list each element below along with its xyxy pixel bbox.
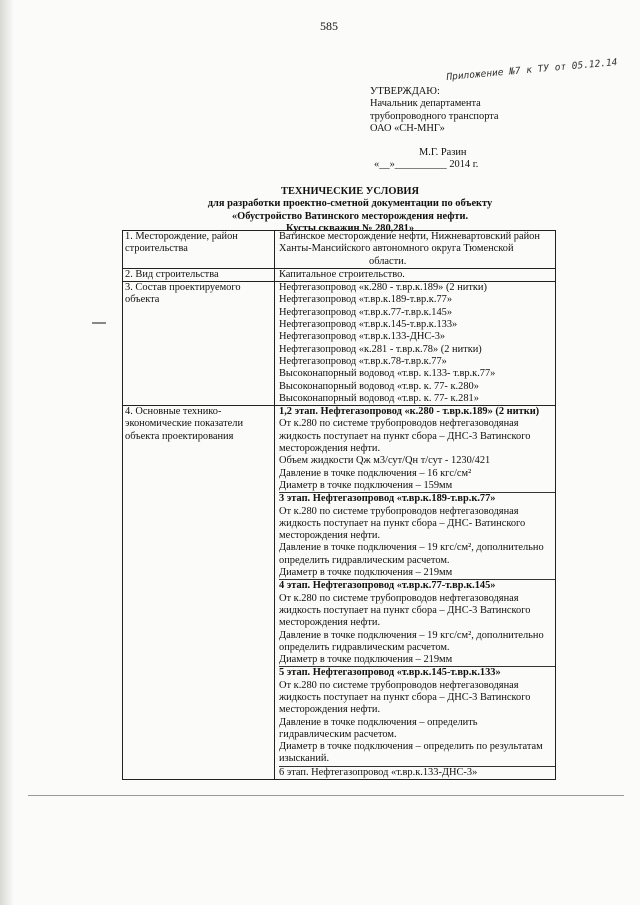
- stage-line: От к.280 по системе трубопроводов нефтегазоводяная: [279, 505, 519, 517]
- stage-line: жидкость поступает на пункт сбора – ДНС-3 Ватинского: [279, 691, 531, 703]
- value-line: Капитальное строительство.: [279, 268, 405, 280]
- row-value: [275, 231, 556, 269]
- value-line: Нефтегазопровод «т.вр.к.77-т.вр.к.145»: [279, 306, 453, 318]
- stage-line: Давление в точке подключения – 16 кгс/см²: [279, 467, 472, 479]
- label-line: 2. Вид строительства: [125, 268, 219, 280]
- stage-line: Объем жидкости Qж м3/сут/Qн т/сут - 1230/421: [279, 455, 491, 467]
- approval-line: М.Г. Разин: [419, 147, 467, 159]
- conditions-table: [122, 230, 556, 780]
- value-line: Нефтегазопровод «т.вр.к.145-т.вр.к.133»: [279, 319, 458, 331]
- stage-line: изысканий.: [279, 753, 330, 765]
- page-number: 585: [320, 19, 338, 33]
- stage-line: От к.280 по системе трубопроводов нефтегазоводяная: [279, 679, 519, 691]
- approval-line: УТВЕРЖДАЮ:: [370, 86, 440, 97]
- title-line: ТЕХНИЧЕСКИЕ УСЛОВИЯ: [281, 186, 419, 197]
- stage-line: Диаметр в точке подключения – 159мм: [279, 479, 453, 491]
- value-line: Ватинское месторождение нефти, Нижневартовский район: [279, 231, 540, 242]
- stage-line: месторождения нефти.: [279, 530, 381, 542]
- table-row: [123, 231, 556, 269]
- stage-line: Давление в точке подключения – определить: [279, 716, 478, 728]
- row-value: [275, 406, 556, 780]
- scan-mark: [92, 322, 106, 324]
- value-line: Нефтегазопровод «к.280 - т.вр.к.189» (2 нитки): [279, 282, 487, 294]
- stage-heading: 5 этап. Нефтегазопровод «т.вр.к.145-т.вр.к.133»: [279, 667, 501, 679]
- stage-heading: 1,2 этап. Нефтегазопровод «к.280 - т.вр.к.189» (2 нитки): [279, 406, 540, 418]
- document-title: [130, 186, 570, 235]
- stage-line: Диаметр в точке подключения – 219мм: [279, 567, 453, 579]
- stage-heading: 6 этап. Нефтегазопровод «т.вр.к.133-ДНС-3»: [279, 766, 478, 778]
- row-label: [123, 406, 275, 780]
- value-line: Нефтегазопровод «т.вр.к.78-т.вр.к.77»: [279, 355, 447, 367]
- stage-line: определить гидравлическим расчетом.: [279, 554, 450, 566]
- stage-line: жидкость поступает на пункт сбора – ДНС-3 Ватинского: [279, 604, 531, 616]
- stage-line: месторождения нефти.: [279, 617, 381, 629]
- stage-line: Давление в точке подключения – 19 кгс/см², дополнительно: [279, 542, 544, 554]
- label-line: экономические показатели: [125, 418, 243, 430]
- approval-line: трубопроводного транспорта: [370, 110, 499, 122]
- row-value: [275, 282, 556, 406]
- value-line: Нефтегазопровод «т.вр.к.189-т.вр.к.77»: [279, 294, 453, 306]
- label-line: строительства: [125, 243, 188, 255]
- title-line: для разработки проектно-сметной документации по объекту: [207, 198, 493, 210]
- value-line: области.: [369, 255, 407, 267]
- title-line: «Обустройство Ватинского месторождения нефти.: [231, 210, 469, 222]
- scan-left-edge: [0, 0, 14, 905]
- stage-block: [279, 406, 555, 492]
- stage-line: месторождения нефти.: [279, 704, 381, 716]
- approval-line: Начальник департамента: [370, 98, 481, 110]
- stage-block: [279, 579, 555, 666]
- approval-line: «__»__________ 2014 г.: [374, 159, 479, 171]
- value-line: Нефтегазопровод «к.281 - т.вр.к.78» (2 нитки): [279, 343, 482, 355]
- stage-line: Давление в точке подключения – 19 кгс/см², дополнительно: [279, 629, 544, 641]
- value-line: Высоконапорный водовод «т.вр. к.133- т.вр.к.77»: [279, 368, 496, 380]
- row-value: [275, 268, 556, 281]
- stage-line: гидравлическим расчетом.: [279, 728, 397, 740]
- stage-line: От к.280 по системе трубопроводов нефтегазоводяная: [279, 592, 519, 604]
- approval-block: [370, 86, 610, 172]
- stage-line: жидкость поступает на пункт сбора – ДНС-3 Ватинского: [279, 430, 531, 442]
- row-label: [123, 268, 275, 281]
- label-line: 1. Месторождение, район: [125, 231, 238, 242]
- stage-line: Диаметр в точке подключения – определить по результатам: [279, 741, 543, 753]
- handwritten-note: Приложение №7 к ТУ от 05.12.14: [446, 57, 618, 83]
- stage-heading: 4 этап. Нефтегазопровод «т.вр.к.77-т.вр.к.145»: [279, 580, 496, 592]
- stage-line: Диаметр в точке подключения – 219мм: [279, 654, 453, 666]
- approval-line: ОАО «СН-МНГ»: [370, 122, 445, 134]
- label-line: 4. Основные технико-: [125, 406, 222, 418]
- stage-line: От к.280 по системе трубопроводов нефтегазоводяная: [279, 418, 519, 430]
- stage-line: месторождения нефти.: [279, 443, 381, 455]
- table-row: [123, 282, 556, 406]
- value-line: Высоконапорный водовод «т.вр. к. 77- к.280»: [279, 380, 479, 392]
- label-line: 3. Состав проектируемого: [125, 282, 241, 294]
- title-line: Кусты скважин № 280,281»: [285, 222, 415, 234]
- label-line: объекта: [125, 294, 160, 306]
- stage-block: [279, 766, 555, 779]
- row-label: [123, 282, 275, 406]
- value-line: Нефтегазопровод «т.вр.к.133-ДНС-3»: [279, 331, 446, 343]
- stage-block: [279, 492, 555, 579]
- label-line: объекта проектирования: [125, 430, 234, 442]
- table-row: [123, 406, 556, 780]
- stage-line: жидкость поступает на пункт сбора – ДНС- Ватинского: [279, 517, 526, 529]
- footer-divider: [28, 795, 624, 796]
- value-line: Высоконапорный водовод «т.вр. к. 77- к.281»: [279, 392, 479, 404]
- stage-line: определить гидравлическим расчетом.: [279, 641, 450, 653]
- row-label: [123, 231, 275, 269]
- table-row: [123, 268, 556, 281]
- stage-block: [279, 666, 555, 765]
- stage-heading: 3 этап. Нефтегазопровод «т.вр.к.189-т.вр.к.77»: [279, 493, 496, 505]
- value-line: Ханты-Мансийского автономного округа Тюменской: [279, 243, 514, 255]
